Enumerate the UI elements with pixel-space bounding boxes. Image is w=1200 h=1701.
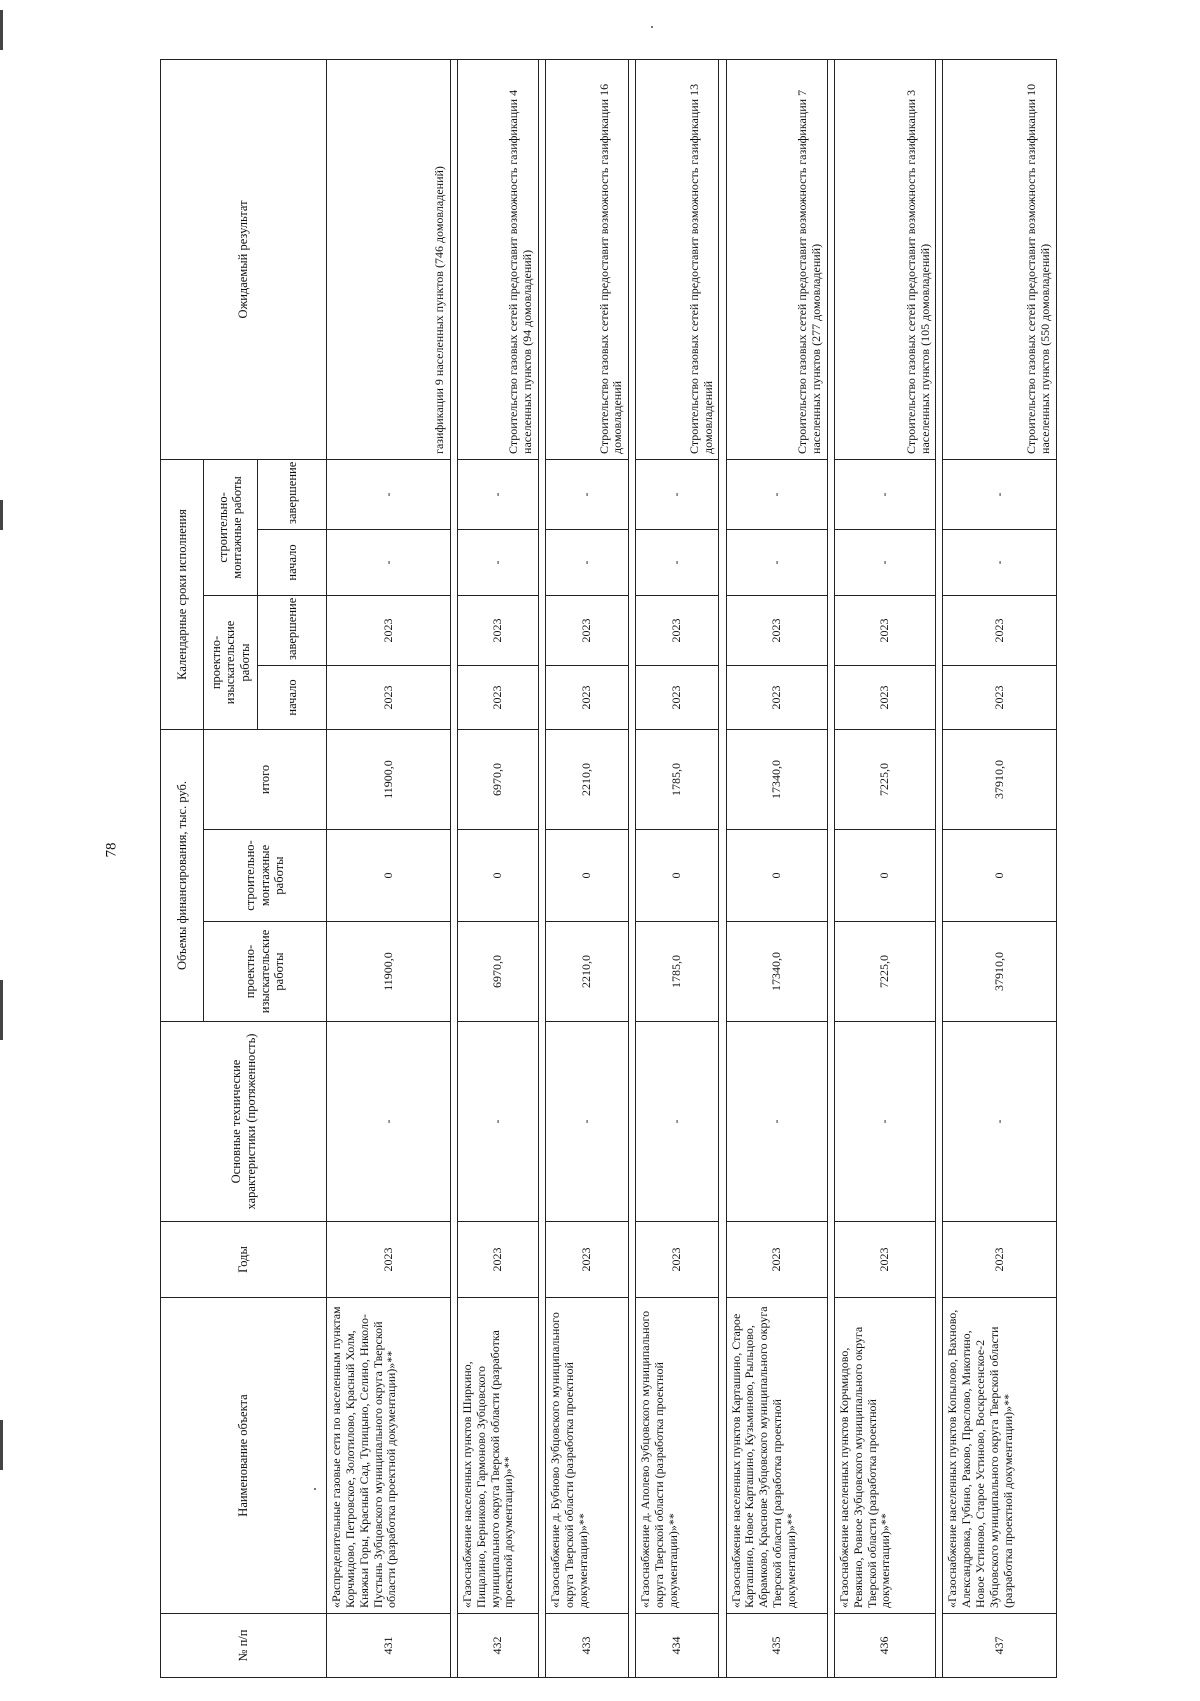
cell-name: «Газоснабжение д. Аполево Зубцовского муниципального округа Тверской области (разработка проектной документации)»** — [636, 1298, 719, 1614]
cell-constr-end: - — [834, 459, 935, 529]
cell-result: газификации 9 населенных пунктов (746 домовладений) — [327, 59, 451, 459]
cell-construction: 0 — [943, 830, 1057, 922]
header-calendar-group: Календарные сроки исполнения — [161, 459, 204, 729]
cell-total: 2210,0 — [546, 729, 629, 829]
cell-design: 17340,0 — [726, 922, 827, 1022]
header-years: Годы — [161, 1222, 327, 1298]
cell-tech: - — [457, 1022, 538, 1222]
cell-design: 11900,0 — [327, 922, 451, 1022]
cell-tech: - — [636, 1022, 719, 1222]
table-row — [636, 59, 719, 1677]
cell-design-end: 2023 — [457, 595, 538, 665]
cell-tech: - — [327, 1022, 451, 1222]
cell-construction: 0 — [726, 830, 827, 922]
cell-construction: 0 — [457, 830, 538, 922]
cell-constr-start: - — [636, 529, 719, 595]
cell-design-start: 2023 — [457, 665, 538, 729]
cell-design-start: 2023 — [726, 665, 827, 729]
cell-num: 435 — [726, 1614, 827, 1678]
header-cal-constr-end: завершение — [258, 459, 327, 529]
cell-tech: - — [726, 1022, 827, 1222]
cell-total: 6970,0 — [457, 729, 538, 829]
cell-result: Строительство газовых сетей предоставит возможность газификации 3 населенных пунктов (105 домовладений) — [834, 59, 935, 459]
cell-construction: 0 — [636, 830, 719, 922]
row-gap — [936, 59, 943, 1677]
cell-result: Строительство газовых сетей предоставит возможность газификации 13 домовладений — [636, 59, 719, 459]
cell-year: 2023 — [457, 1222, 538, 1298]
header-name: Наименование объекта — [161, 1298, 327, 1614]
row-gap — [719, 59, 726, 1677]
header-funding-group: Объемы финансирования, тыс. руб. — [161, 729, 204, 1021]
cell-num: 437 — [943, 1614, 1057, 1678]
cell-num: 433 — [546, 1614, 629, 1678]
cell-design-end: 2023 — [546, 595, 629, 665]
cell-name: «Распределительные газовые сети по населенным пунктам Корчмидово, Петровское, Золотилово, Красный Холм, Княжьи Горы, Красный Сад, Тупицыно, Селино, Николо-Пустынь Зубцовского муниципального округа Тверской области (разработка проектной документации)»** — [327, 1298, 451, 1614]
cell-design-end: 2023 — [834, 595, 935, 665]
header-tech: Основные технические характеристики (протяженность) — [161, 1022, 327, 1222]
cell-constr-end: - — [636, 459, 719, 529]
cell-year: 2023 — [834, 1222, 935, 1298]
cell-design: 2210,0 — [546, 922, 629, 1022]
scan-edge-mark — [0, 980, 3, 1040]
header-cal-design-start: начало — [258, 665, 327, 729]
cell-design: 6970,0 — [457, 922, 538, 1022]
table-row — [457, 59, 538, 1677]
header-construction: строительно-монтажные работы — [203, 830, 327, 922]
header-cal-design: проектно-изыскательские работы — [203, 595, 258, 729]
cell-constr-end: - — [726, 459, 827, 529]
cell-constr-end: - — [943, 459, 1057, 529]
cell-num: 434 — [636, 1614, 719, 1678]
cell-name: «Газоснабжение населенных пунктов Копылово, Вахново, Александровка, Губино, Раково, Праслово, Микотино, Новое Устиново, Старое Устиново, Воскресенское-2 Зубцовского муниципального округа Тверской области (разработка проектной документации)»** — [943, 1298, 1057, 1614]
cell-design-start: 2023 — [327, 665, 451, 729]
cell-year: 2023 — [943, 1222, 1057, 1298]
cell-result: Строительство газовых сетей предоставит возможность газификации 4 населенных пунктов (94 домовладений) — [457, 59, 538, 459]
cell-constr-start: - — [327, 529, 451, 595]
scan-edge-mark — [0, 1420, 3, 1470]
header-design: проектно-изыскательские работы — [203, 922, 327, 1022]
header-total: итого — [203, 729, 327, 829]
cell-constr-end: - — [546, 459, 629, 529]
cell-year: 2023 — [546, 1222, 629, 1298]
cell-design: 7225,0 — [834, 922, 935, 1022]
cell-constr-start: - — [546, 529, 629, 595]
cell-tech: - — [834, 1022, 935, 1222]
cell-name: «Газоснабжение населенных пунктов Ширкино, Пищалино, Берниково, Гармоново Зубцовского муниципального округа Тверской области (разработка проектной документации)»** — [457, 1298, 538, 1614]
cell-result: Строительство газовых сетей предоставит возможность газификации 7 населенных пунктов (277 домовладений) — [726, 59, 827, 459]
cell-constr-end: - — [457, 459, 538, 529]
rotated-table-sheet — [160, 60, 1057, 1678]
header-cal-design-end: завершение — [258, 595, 327, 665]
header-result: Ожидаемый результат — [161, 59, 327, 459]
cell-year: 2023 — [636, 1222, 719, 1298]
row-gap — [450, 59, 457, 1677]
cell-result: Строительство газовых сетей предоставит возможность газификации 16 домовладений — [546, 59, 629, 459]
header-cal-constr-start: начало — [258, 529, 327, 595]
scan-edge-mark — [0, 10, 3, 50]
cell-design-end: 2023 — [327, 595, 451, 665]
cell-total: 11900,0 — [327, 729, 451, 829]
cell-design-end: 2023 — [636, 595, 719, 665]
gasification-objects-table — [160, 59, 1057, 1678]
table-row — [834, 59, 935, 1677]
cell-total: 37910,0 — [943, 729, 1057, 829]
cell-design: 37910,0 — [943, 922, 1057, 1022]
cell-year: 2023 — [327, 1222, 451, 1298]
table-row — [327, 59, 451, 1677]
cell-construction: 0 — [834, 830, 935, 922]
cell-design-start: 2023 — [636, 665, 719, 729]
cell-construction: 0 — [327, 830, 451, 922]
cell-constr-start: - — [457, 529, 538, 595]
cell-name: «Газоснабжение населенных пунктов Карташино, Старое Карташино, Новое Карташино, Кузьминово, Рыльцово, Абрамково, Краснове Зубцовского муниципального округа Тверской области (разработка проектной документации)»** — [726, 1298, 827, 1614]
cell-num: 432 — [457, 1614, 538, 1678]
table-row — [943, 59, 1057, 1677]
cell-num: 436 — [834, 1614, 935, 1678]
cell-constr-start: - — [726, 529, 827, 595]
cell-constr-end: - — [327, 459, 451, 529]
cell-tech: - — [546, 1022, 629, 1222]
cell-constr-start: - — [834, 529, 935, 595]
row-gap — [629, 59, 636, 1677]
cell-total: 17340,0 — [726, 729, 827, 829]
table-row — [546, 59, 629, 1677]
cell-design: 1785,0 — [636, 922, 719, 1022]
row-gap — [539, 59, 546, 1677]
scan-speck — [651, 26, 653, 28]
header-cal-construction: строительно-монтажные работы — [203, 459, 258, 595]
cell-design-start: 2023 — [546, 665, 629, 729]
cell-construction: 0 — [546, 830, 629, 922]
header-num: № п/п — [161, 1614, 327, 1678]
cell-constr-start: - — [943, 529, 1057, 595]
cell-tech: - — [943, 1022, 1057, 1222]
page-number: 78 — [103, 842, 120, 858]
cell-design-end: 2023 — [943, 595, 1057, 665]
cell-name: «Газоснабжение д. Бубново Зубцовского муниципального округа Тверской области (разработка проектной документации)»** — [546, 1298, 629, 1614]
cell-num: 431 — [327, 1614, 451, 1678]
row-gap — [827, 59, 834, 1677]
cell-total: 1785,0 — [636, 729, 719, 829]
scan-speck — [314, 1488, 316, 1490]
cell-total: 7225,0 — [834, 729, 935, 829]
cell-design-end: 2023 — [726, 595, 827, 665]
table-row — [726, 59, 827, 1677]
cell-design-start: 2023 — [943, 665, 1057, 729]
cell-design-start: 2023 — [834, 665, 935, 729]
cell-name: «Газоснабжение населенных пунктов Корчмидово, Ревякино, Ровное Зубцовского муниципального округа Тверской области (разработка проектной документации)»** — [834, 1298, 935, 1614]
scan-edge-mark — [0, 500, 3, 530]
cell-year: 2023 — [726, 1222, 827, 1298]
cell-result: Строительство газовых сетей предоставит возможность газификации 10 населенных пунктов (550 домовладений) — [943, 59, 1057, 459]
